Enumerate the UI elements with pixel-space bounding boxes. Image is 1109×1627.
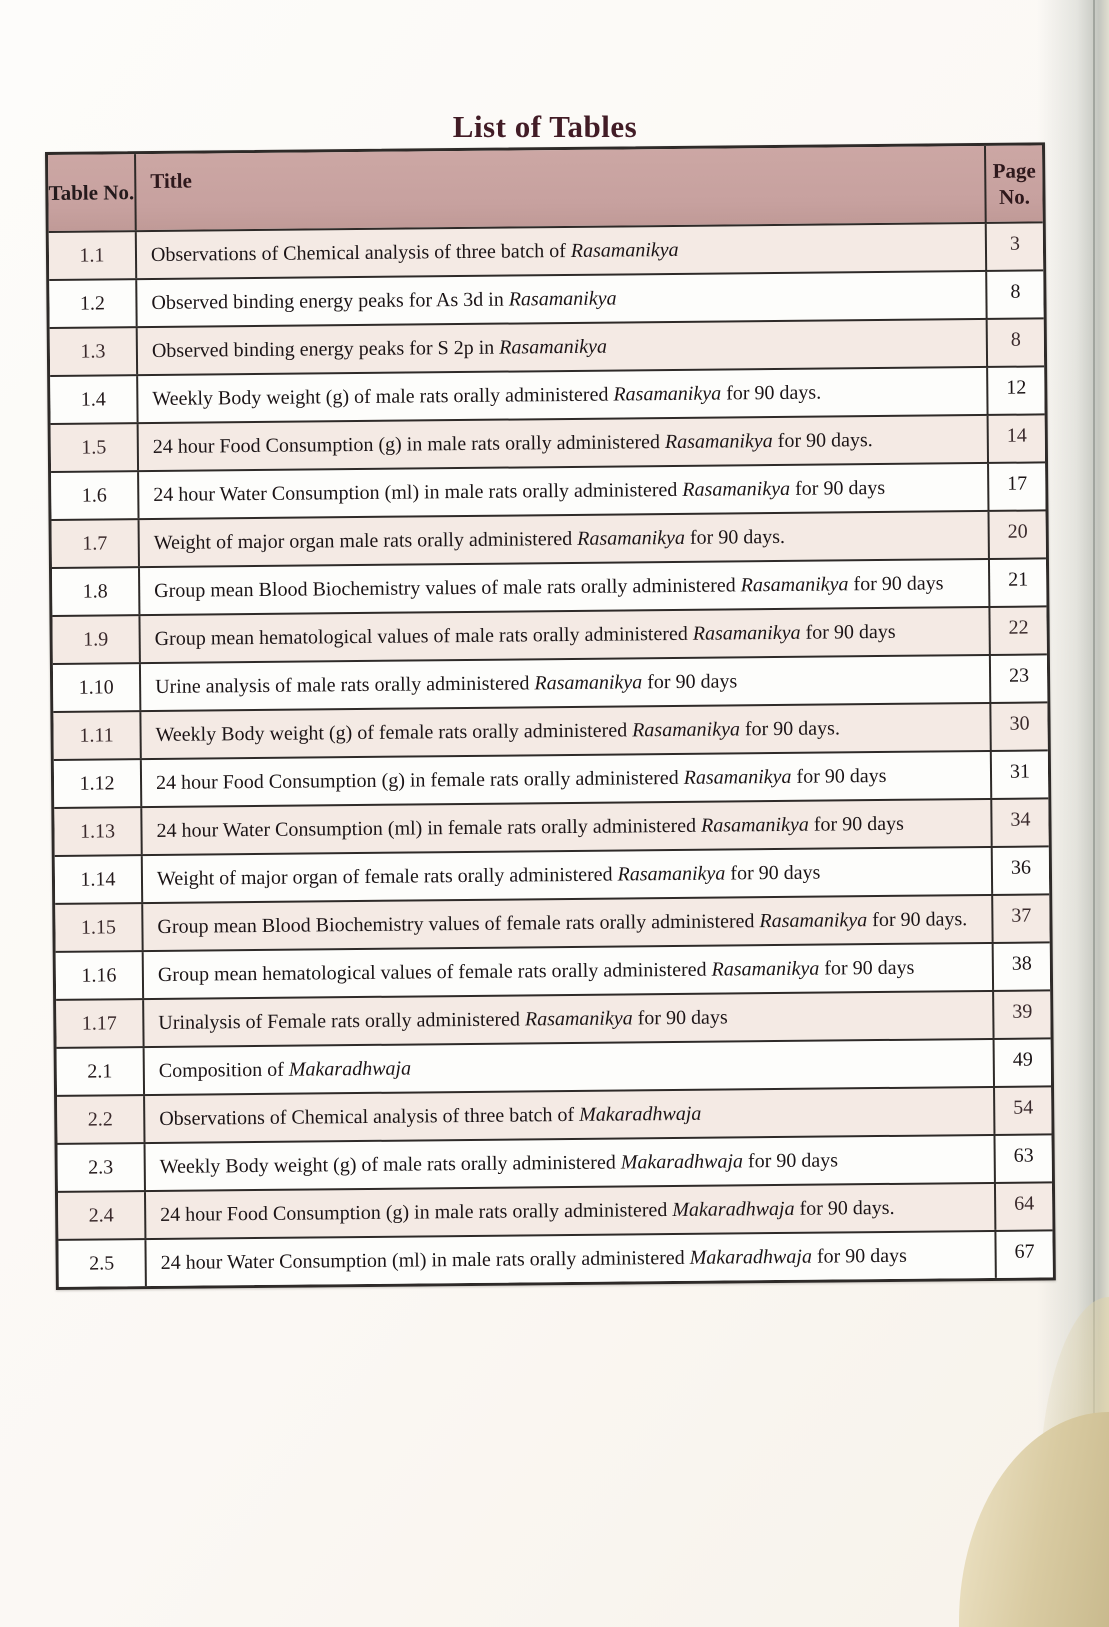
table-row	[52, 605, 1046, 663]
row-title-drug: Rasamanikya	[577, 526, 686, 550]
row-table-no: 1.3	[50, 328, 138, 375]
row-title	[142, 800, 990, 854]
row-table-no: 1.5	[51, 424, 139, 471]
row-title-pre: Weekly Body weight (g) of male rats orally administered	[152, 383, 614, 410]
row-title-post: for 90 days	[811, 1244, 907, 1268]
row-title-post: for 90 days.	[772, 429, 873, 453]
table-row	[53, 701, 1047, 759]
row-title-drug: Rasamanikya	[613, 382, 722, 406]
row-title-drug: Rasamanikya	[683, 765, 792, 789]
row-page-no: 17	[987, 463, 1045, 510]
table-row	[56, 989, 1050, 1047]
row-title-drug: Rasamanikya	[664, 430, 773, 454]
row-title-drug: Makaradhwaja	[579, 1102, 702, 1126]
row-table-no: 2.5	[58, 1240, 146, 1287]
row-title-drug: Makaradhwaja	[672, 1197, 795, 1222]
row-title	[139, 416, 987, 470]
row-page-no: 30	[989, 703, 1047, 750]
row-title-pre: Composition of	[158, 1058, 289, 1082]
table-row	[49, 221, 1043, 279]
table-row	[49, 269, 1043, 327]
row-title-pre: Observations of Chemical analysis of three batch of	[159, 1103, 580, 1130]
row-title-text	[155, 618, 896, 653]
row-title-post: for 90 days.	[867, 908, 968, 932]
row-title-pre: Observed binding energy peaks for S 2p in	[151, 336, 500, 362]
row-title	[138, 320, 986, 374]
table-row	[54, 749, 1048, 807]
row-title-post: for 90 days.	[684, 525, 786, 549]
table-row	[55, 845, 1049, 903]
row-table-no: 1.9	[52, 616, 140, 663]
row-title-pre: Weekly Body weight (g) of male rats orally administered	[159, 1151, 621, 1178]
table-row	[53, 653, 1047, 711]
row-title-post: for 90 days	[819, 956, 915, 980]
row-title-pre: Urinalysis of Female rats orally administered	[158, 1008, 526, 1034]
row-title-drug: Rasamanikya	[534, 671, 643, 695]
row-title-text	[151, 236, 679, 269]
row-page-no: 54	[993, 1087, 1051, 1134]
row-page-no: 36	[991, 847, 1049, 894]
row-title-drug: Rasamanikya	[617, 862, 726, 886]
row-page-no: 67	[994, 1231, 1052, 1278]
row-page-no: 38	[992, 943, 1050, 990]
row-page-no: 23	[989, 655, 1047, 702]
row-page-no: 8	[985, 271, 1043, 318]
row-title	[139, 464, 987, 518]
row-title-post: for 90 days	[642, 670, 738, 694]
row-title-text	[154, 569, 944, 605]
row-title-text	[157, 905, 967, 941]
row-table-no: 2.3	[58, 1144, 146, 1191]
row-title	[140, 560, 988, 614]
row-page-no: 3	[985, 223, 1043, 270]
list-of-tables	[45, 142, 1056, 1290]
row-page-no: 14	[987, 415, 1045, 462]
row-title-post: for 90 days	[789, 476, 886, 500]
row-title	[140, 608, 988, 662]
row-title-pre: Group mean Blood Biochemistry values of female rats orally administered	[157, 910, 760, 938]
row-title-drug: Makaradhwaja	[689, 1245, 812, 1269]
row-table-no: 1.4	[50, 376, 138, 423]
header-table-no: Table No.	[48, 154, 137, 231]
page-title: List of Tables	[452, 108, 638, 144]
row-title-text	[158, 1003, 728, 1036]
row-page-no: 37	[991, 895, 1049, 942]
row-table-no: 1.10	[53, 664, 141, 711]
row-title	[138, 368, 986, 422]
row-title-drug: Rasamanikya	[692, 621, 801, 645]
row-title-post: for 90 days.	[739, 717, 841, 741]
row-page-no: 31	[990, 751, 1048, 798]
table-row	[50, 365, 1044, 423]
table-row	[51, 461, 1045, 519]
row-title-pre: 24 hour Food Consumption (g) in male rats orally administered	[160, 1199, 673, 1226]
row-title	[137, 224, 985, 278]
row-title-drug: Makaradhwaja	[288, 1057, 412, 1081]
row-title-post: for 90 days	[725, 861, 821, 885]
row-page-no: 20	[987, 511, 1045, 558]
row-title-post: for 90 days	[632, 1006, 728, 1030]
row-page-no: 34	[990, 799, 1048, 846]
row-title-text	[155, 714, 840, 749]
row-title	[146, 1232, 994, 1286]
row-title	[144, 992, 992, 1046]
row-title-drug: Rasamanikya	[632, 718, 741, 742]
table-row	[58, 1181, 1052, 1239]
row-title-drug: Rasamanikya	[508, 287, 617, 311]
row-title-drug: Rasamanikya	[499, 335, 608, 359]
table-row	[57, 1037, 1051, 1095]
row-title-pre: 24 hour Food Consumption (g) in male rats orally administered	[152, 431, 666, 458]
row-title-text	[160, 1194, 895, 1229]
row-title-text	[158, 954, 915, 989]
row-title-text	[156, 762, 887, 797]
row-table-no: 1.14	[55, 856, 143, 903]
row-title	[140, 512, 988, 566]
row-title-text	[152, 333, 607, 365]
row-title-drug: Rasamanikya	[740, 573, 849, 597]
row-title-drug: Rasamanikya	[524, 1007, 633, 1031]
row-title-text	[156, 810, 904, 845]
table-body	[49, 221, 1053, 1286]
row-title-pre: 24 hour Water Consumption (ml) in male rats orally administered	[160, 1246, 690, 1274]
row-title-pre: 24 hour Food Consumption (g) in female rats orally administered	[155, 766, 684, 794]
row-title	[144, 944, 992, 998]
row-title-pre: Weight of major organ male rats orally administered	[153, 527, 578, 554]
row-title-post: for 90 days.	[721, 381, 822, 405]
table-row	[54, 797, 1048, 855]
row-title-post: for 90 days	[848, 572, 944, 596]
row-title-text	[160, 1146, 838, 1181]
row-table-no: 1.2	[49, 280, 137, 327]
row-title-pre: 24 hour Water Consumption (ml) in female rats orally administered	[156, 814, 702, 842]
row-title-post: for 90 days	[791, 764, 887, 788]
row-title-drug: Rasamanikya	[570, 238, 679, 262]
row-title-text	[151, 285, 616, 317]
table-row	[52, 509, 1046, 567]
row-title-pre: Observed binding energy peaks for As 3d in	[151, 288, 509, 314]
row-table-no: 1.13	[54, 808, 142, 855]
row-title-drug: Rasamanikya	[711, 957, 820, 981]
row-table-no: 1.1	[49, 232, 137, 279]
row-title-drug: Makaradhwaja	[620, 1150, 744, 1174]
row-title-text	[159, 1055, 411, 1085]
row-page-no: 39	[992, 991, 1050, 1038]
row-title-pre: Group mean Blood Biochemistry values of male rats orally administered	[154, 574, 741, 602]
table-row	[58, 1133, 1052, 1191]
row-title-post: for 90 days	[808, 812, 904, 836]
row-table-no: 1.12	[54, 760, 142, 807]
row-title-drug: Rasamanikya	[759, 909, 868, 933]
row-title-post: for 90 days	[742, 1149, 839, 1173]
row-page-no: 49	[993, 1039, 1051, 1086]
row-title-text	[154, 523, 785, 557]
row-title	[141, 704, 989, 758]
row-title-pre: Group mean hematological values of female rats orally administered	[157, 958, 712, 986]
row-table-no: 2.1	[57, 1048, 145, 1095]
row-title	[145, 1088, 993, 1142]
header-page-no: Page No.	[984, 145, 1043, 222]
row-title-text	[159, 1100, 701, 1133]
header-title: Title	[150, 168, 193, 193]
table-row	[58, 1229, 1052, 1287]
row-title-text	[161, 1242, 907, 1277]
row-table-no: 1.8	[52, 568, 140, 615]
row-table-no: 1.11	[53, 712, 141, 759]
table-row	[50, 317, 1044, 375]
row-title	[145, 1040, 993, 1094]
row-title-drug: Rasamanikya	[700, 813, 809, 837]
row-title-text	[155, 667, 737, 701]
table-row	[51, 413, 1045, 471]
row-table-no: 2.4	[58, 1192, 146, 1239]
row-page-no: 12	[986, 367, 1044, 414]
row-title-drug: Rasamanikya	[682, 477, 791, 501]
row-page-no: 64	[994, 1183, 1052, 1230]
table-row	[57, 1085, 1051, 1143]
scan-tilt-wrapper	[45, 142, 1056, 1290]
row-title	[143, 896, 991, 950]
row-title-pre: Weight of major organ of female rats orally administered	[156, 863, 618, 890]
row-title-post: for 90 days	[800, 620, 896, 644]
row-table-no: 1.6	[51, 472, 139, 519]
row-title-pre: Urine analysis of male rats orally administered	[155, 672, 535, 698]
row-page-no: 21	[988, 559, 1046, 606]
row-table-no: 1.7	[52, 520, 140, 567]
row-table-no: 1.16	[56, 952, 144, 999]
row-title-pre: Group mean hematological values of male rats orally administered	[154, 622, 693, 650]
row-title-text	[157, 859, 821, 893]
row-table-no: 2.2	[57, 1096, 145, 1143]
row-title	[137, 272, 985, 326]
row-page-no: 8	[986, 319, 1044, 366]
row-page-no: 22	[988, 607, 1046, 654]
row-table-no: 1.15	[55, 904, 143, 951]
table-row	[55, 893, 1049, 951]
row-title-post: for 90 days.	[794, 1196, 895, 1220]
row-title-pre: 24 hour Water Consumption (ml) in male rats orally administered	[153, 478, 683, 506]
row-title-text	[153, 426, 873, 461]
row-title-text	[152, 379, 821, 413]
table-row	[56, 941, 1050, 999]
row-page-no: 63	[993, 1135, 1051, 1182]
row-title	[146, 1136, 994, 1190]
row-title	[142, 752, 990, 806]
row-title-pre: Weekly Body weight (g) of female rats orally administered	[155, 719, 633, 746]
row-title	[143, 848, 991, 902]
row-title	[146, 1184, 994, 1238]
table-row	[52, 557, 1046, 615]
row-title-text	[153, 474, 885, 509]
row-title-pre: Observations of Chemical analysis of three batch of	[150, 239, 571, 266]
table-header-row	[48, 145, 1043, 231]
row-title	[141, 656, 989, 710]
row-table-no: 1.17	[56, 1000, 144, 1047]
